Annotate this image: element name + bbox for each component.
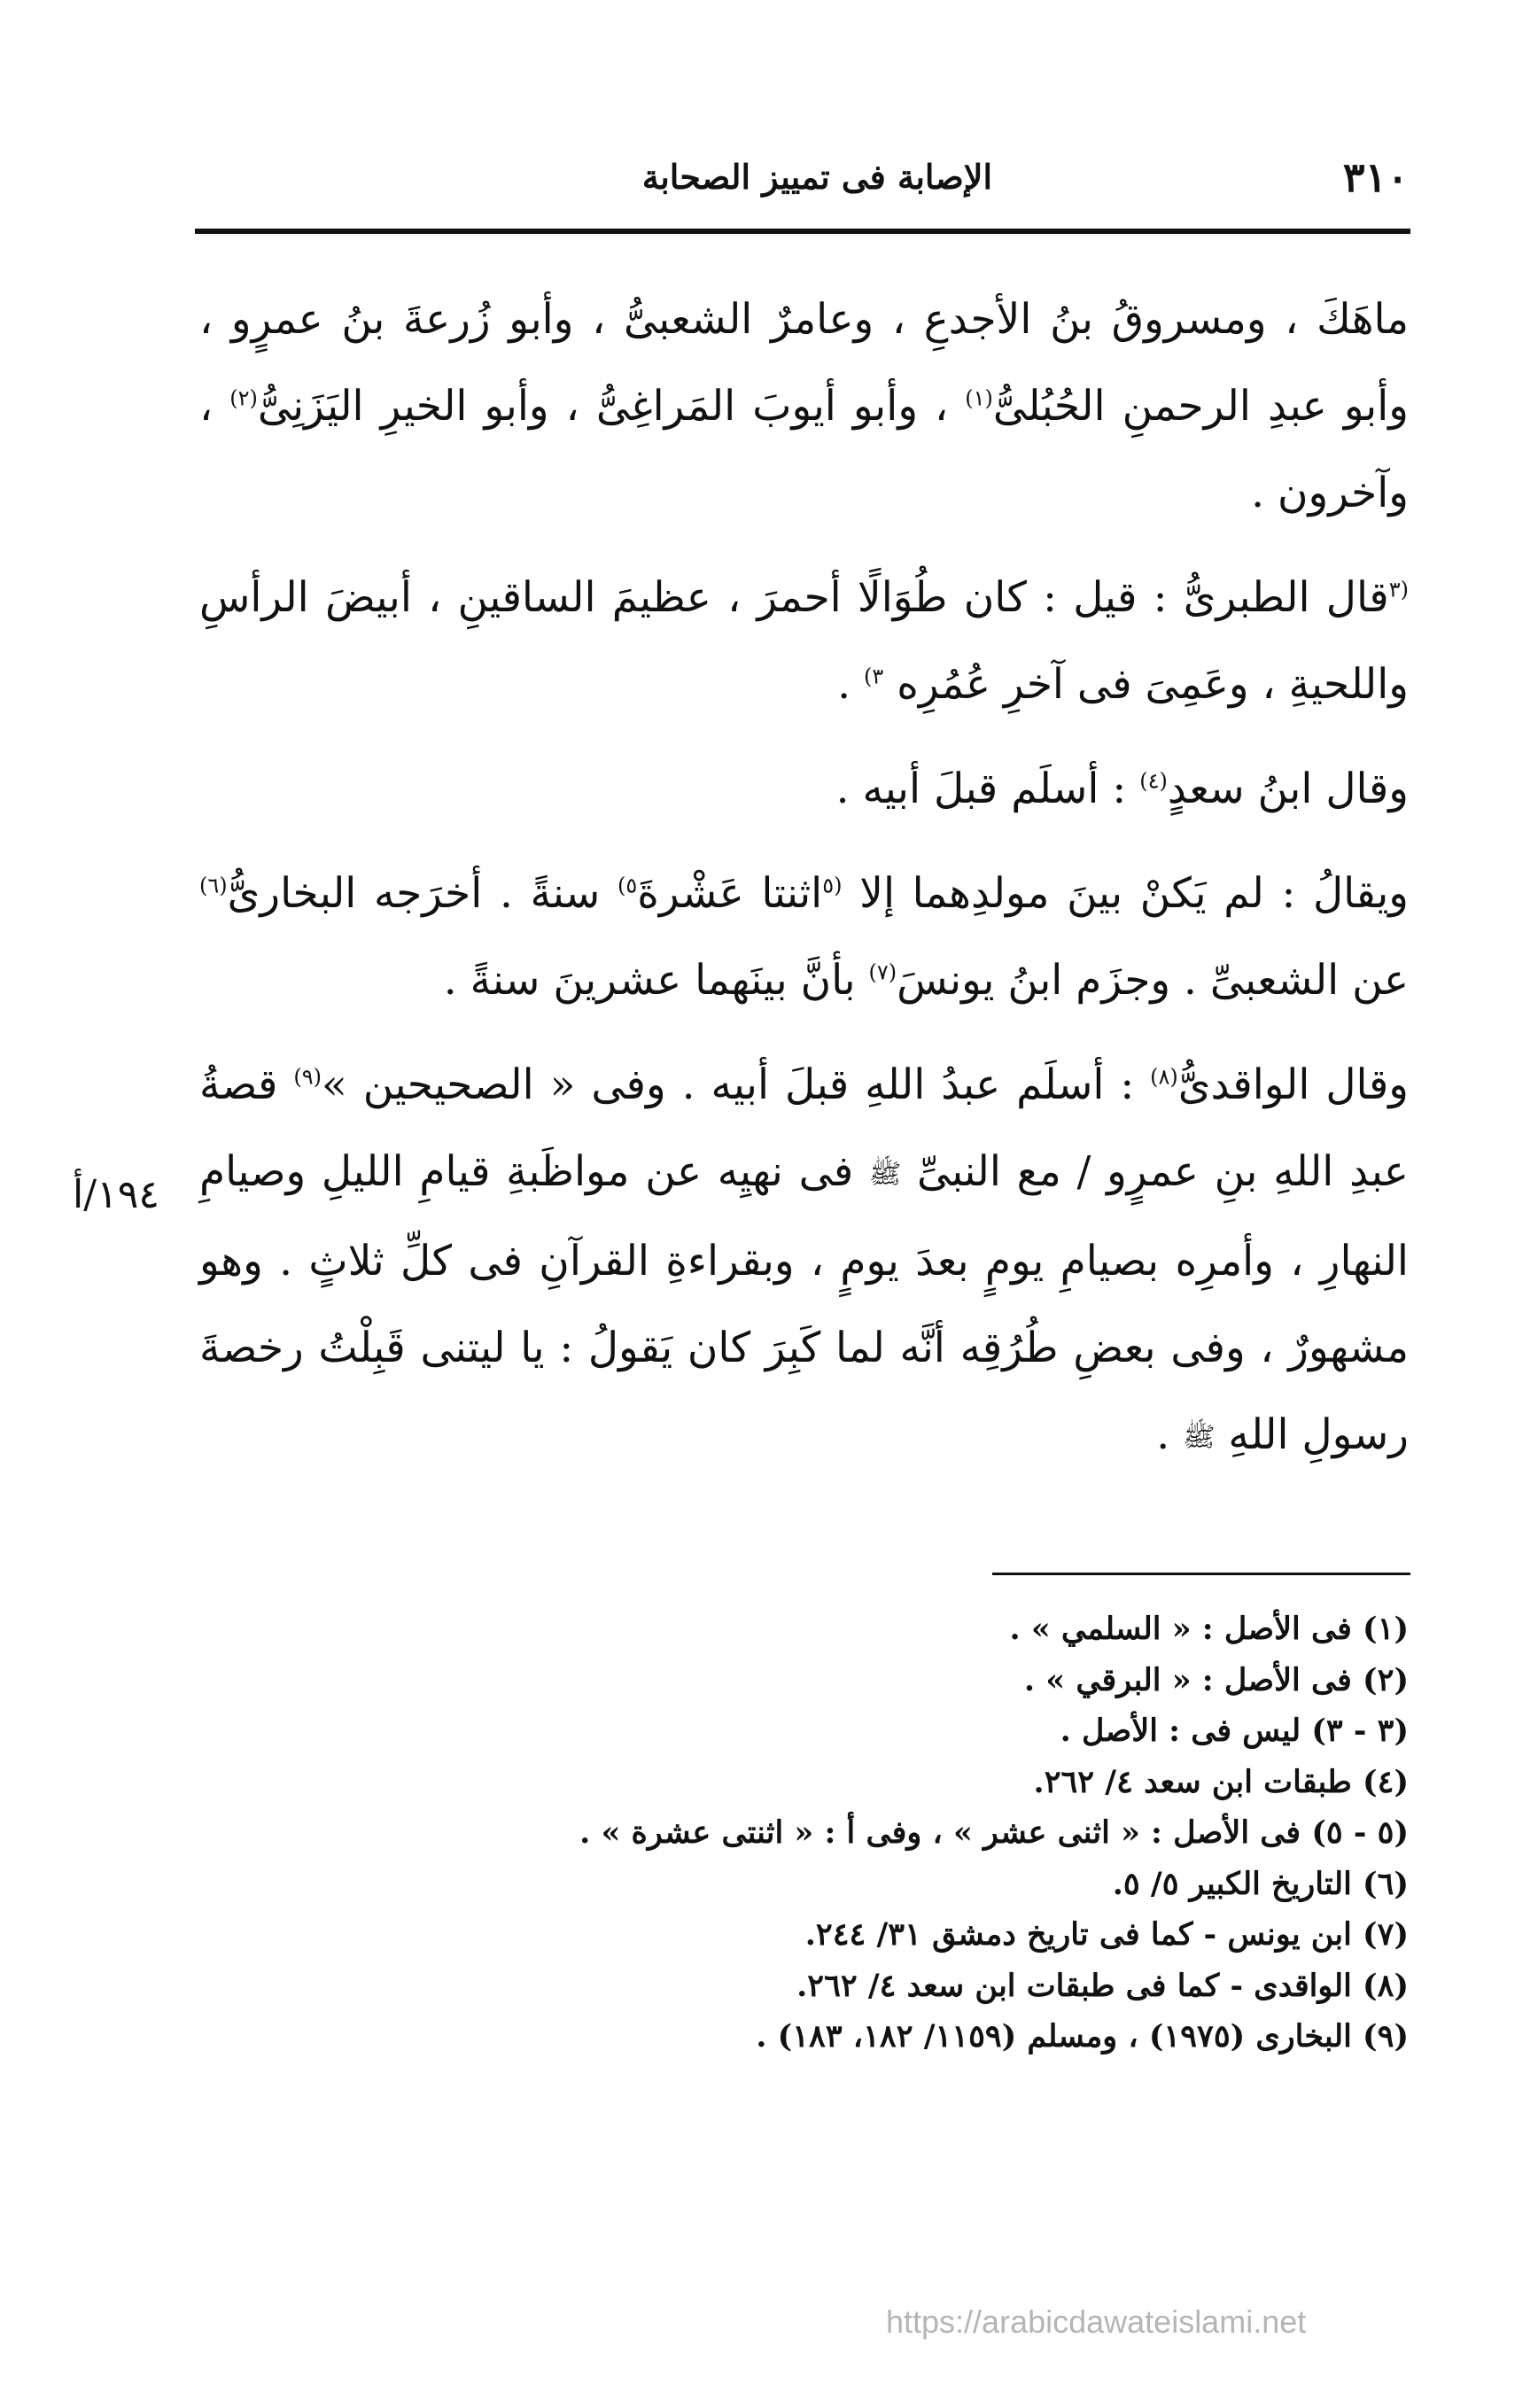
page-number: ٣١٠	[1342, 153, 1409, 201]
paragraph-4-mid3: عن الشعبىِّ . وجزَم ابنُ يونسَ	[897, 956, 1409, 1005]
watermark-url: https://arabicdawateislami.net	[886, 2303, 1307, 2340]
paragraph-5	[199, 1042, 1409, 1481]
paragraph-1-end: ، وآخرون .	[199, 382, 1409, 517]
honorific-glyph: ﷺ	[868, 1159, 902, 1190]
paragraph-4-text: ويقالُ : لم يَكنْ بينَ مولدِهما إلا	[859, 869, 1409, 918]
paragraph-4-mid: اثنتا عَشْرةَ	[637, 869, 823, 918]
footnote-1: (١) فى الأصل : « السلمي » .	[1009, 1611, 1409, 1647]
footnote-ref-5-close: ٥)	[617, 873, 638, 898]
paragraph-4-mid2: سنةً . أخرَجه البخارىُّ	[227, 869, 601, 918]
footnote-ref-2: (٢)	[229, 385, 258, 411]
paragraph-1	[199, 276, 1409, 537]
paragraph-4	[199, 851, 1409, 1024]
main-text	[199, 276, 1409, 1481]
paragraph-3	[199, 746, 1409, 833]
footnote-ref-9: (٩)	[293, 1064, 322, 1090]
footnote-ref-6: (٦)	[199, 873, 228, 898]
running-title: الإصابة فى تمييز الصحابة	[641, 157, 992, 197]
footnote-6: (٦) التاريخ الكبير ٥/ ٥.	[1112, 1865, 1409, 1902]
footnote-ref-5-open: (٥	[822, 873, 843, 898]
paragraph-1-text: ماهَكَ ، ومسروقُ بنُ الأجدعِ ، وعامرٌ الشعبىُّ ، وأبو زُرعةَ بنُ عمرٍو ، وأبو عبدِ الرحمنِ الحُبُلىُّ	[199, 295, 1409, 431]
footnote-ref-1: (١)	[965, 385, 993, 411]
honorific-glyph-2: ﷺ	[1183, 1422, 1216, 1453]
paragraph-2-text: قال الطبرىُّ : قيل : كان طُوَالًا أحمرَ ، عظيمَ الساقينِ ، أبيضَ الرأسِ واللحيةِ ، وعَمِىَ فى آخرِ عُمُرِه	[199, 573, 1409, 709]
header-rule	[195, 229, 1410, 234]
footnote-7: (٧) ابن يونس - كما فى تاريخ دمشق ٣١/ ٢٤٤.	[804, 1916, 1409, 1953]
paragraph-5-text: وقال الواقدىُّ	[1177, 1060, 1409, 1109]
footnotes-list	[199, 1604, 1409, 2062]
paragraph-3-end: : أسلَم قبلَ أبيه .	[835, 765, 1127, 813]
paragraph-5-mid3: فى نهيِه عن مواظَبةِ قيامِ الليلِ وصيامِ النهارِ ، وأمرِه بصيامِ يومٍ بعدَ يومٍ ، وبقراءةِ القرآنِ فى كلِّ ثلاثٍ . وهو مشهورٌ ، وفى بعضِ طُرُقِه أنَّه لما كَبِرَ كان يَقولُ : يا ليتنى قَبِلْتُ رخصةَ رسولِ اللهِ	[199, 1147, 1409, 1459]
footnote-4: (٤) طبقات ابن سعد ٤/ ٢٦٢.	[1033, 1763, 1409, 1800]
paragraph-2-end: .	[837, 660, 851, 709]
footnote-ref-7: (٧)	[868, 959, 897, 985]
paragraph-5-mid: : أسلَم عبدُ اللهِ قبلَ أبيه . وفى « الصحيحين »	[322, 1060, 1135, 1109]
footnote-9: (٩) البخارى (١٩٧٥) ، ومسلم (١١٥٩/ ١٨٢، ١٨٣) .	[756, 2018, 1409, 2055]
footnote-rule	[992, 1573, 1410, 1575]
footnote-2: (٢) فى الأصل : « البرقي » .	[1023, 1661, 1409, 1698]
footnote-3: (٣ - ٣) ليس فى : الأصل .	[1060, 1713, 1409, 1749]
paragraph-3-text: وقال ابنُ سعدٍ	[1167, 765, 1409, 813]
paragraph-4-end: بأنَّ بينَهما عشرينَ سنةً .	[443, 956, 856, 1005]
paragraph-1-mid: ، وأبو أيوبَ المَراغِىُّ ، وأبو الخيرِ اليَزَنِىُّ	[257, 382, 949, 431]
footnote-5: (٥ - ٥) فى الأصل : « اثنى عشر » ، وفى أ : « اثنتى عشرة » .	[579, 1814, 1409, 1851]
footnote-ref-8: (٨)	[1150, 1064, 1178, 1090]
footnote-ref-4: (٤)	[1139, 768, 1168, 794]
paragraph-5-mid2: قصةُ عبدِ اللهِ بنِ عمرٍو / مع النبىِّ	[199, 1060, 1409, 1196]
footnote-ref-3-open: (٣	[1388, 577, 1409, 602]
footnote-8: (٨) الواقدى - كما فى طبقات ابن سعد ٤/ ٢٦٢.	[796, 1967, 1409, 2004]
footnote-ref-3-close: ٣)	[864, 664, 884, 689]
margin-folio-note: ١٩٤/أ	[73, 1172, 159, 1217]
paragraph-2	[199, 555, 1409, 728]
page-header	[195, 146, 1409, 208]
paragraph-5-end: .	[1156, 1410, 1170, 1459]
